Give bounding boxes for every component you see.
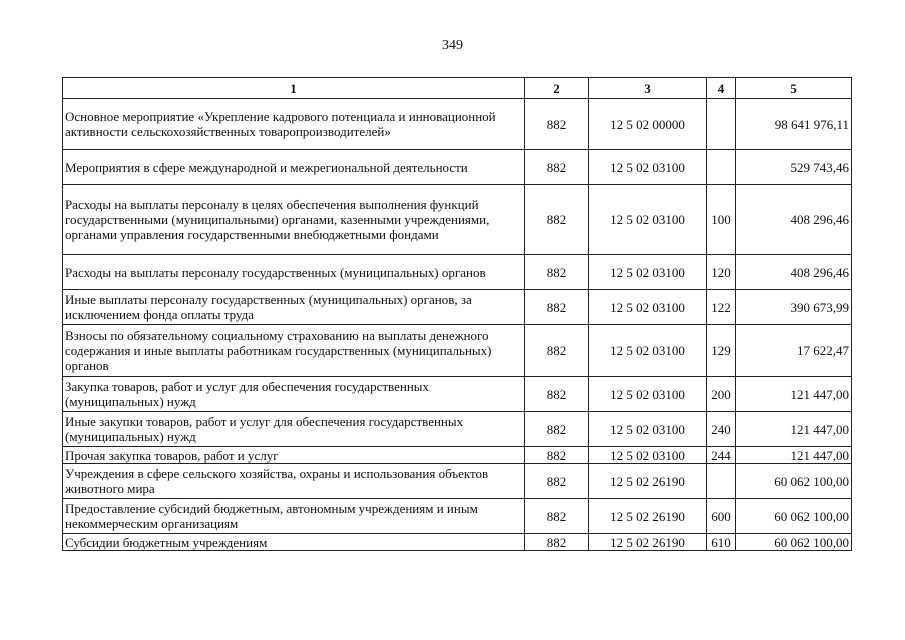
header-col-5: 5	[736, 78, 852, 99]
header-col-1: 1	[63, 78, 525, 99]
target-article-cell: 12 5 02 03100	[589, 447, 707, 464]
ministry-code-cell: 882	[525, 499, 589, 534]
ministry-code-cell: 882	[525, 412, 589, 447]
table-row	[63, 99, 852, 150]
expense-type-cell: 200	[707, 377, 736, 412]
expense-name-cell: Прочая закупка товаров, работ и услуг	[63, 447, 525, 464]
expense-name-cell: Мероприятия в сфере международной и межрегиональной деятельности	[63, 150, 525, 185]
expense-name-cell: Закупка товаров, работ и услуг для обеспечения государственных (муниципальных) нужд	[63, 377, 525, 412]
ministry-code-cell: 882	[525, 185, 589, 255]
amount-cell: 17 622,47	[736, 325, 852, 377]
expense-name-cell: Взносы по обязательному социальному страхованию на выплаты денежного содержания и иные выплаты работникам государственных (муниципальных) органов	[63, 325, 525, 377]
table-row	[63, 377, 852, 412]
amount-cell: 408 296,46	[736, 185, 852, 255]
expense-type-cell: 120	[707, 255, 736, 290]
ministry-code-cell: 882	[525, 534, 589, 551]
target-article-cell: 12 5 02 03100	[589, 150, 707, 185]
target-article-cell: 12 5 02 03100	[589, 325, 707, 377]
amount-cell: 408 296,46	[736, 255, 852, 290]
expense-name-cell: Расходы на выплаты персоналу государственных (муниципальных) органов	[63, 255, 525, 290]
expense-type-cell: 610	[707, 534, 736, 551]
target-article-cell: 12 5 02 03100	[589, 255, 707, 290]
budget-table	[62, 77, 852, 551]
expense-type-cell: 600	[707, 499, 736, 534]
amount-cell: 60 062 100,00	[736, 464, 852, 499]
expense-type-cell: 240	[707, 412, 736, 447]
expense-type-cell	[707, 99, 736, 150]
header-col-4: 4	[707, 78, 736, 99]
header-col-2: 2	[525, 78, 589, 99]
target-article-cell: 12 5 02 03100	[589, 290, 707, 325]
expense-type-cell: 129	[707, 325, 736, 377]
target-article-cell: 12 5 02 03100	[589, 377, 707, 412]
expense-name-cell: Предоставление субсидий бюджетным, автономным учреждениям и иным некоммерческим организациям	[63, 499, 525, 534]
expense-name-cell: Расходы на выплаты персоналу в целях обеспечения выполнения функций государственными (муниципальными) органами, казенными учреждениями, органами управления государственными внебюджетными фондами	[63, 185, 525, 255]
expense-name-cell: Субсидии бюджетным учреждениям	[63, 534, 525, 551]
ministry-code-cell: 882	[525, 290, 589, 325]
ministry-code-cell: 882	[525, 447, 589, 464]
table-row	[63, 325, 852, 377]
expense-name-cell: Иные закупки товаров, работ и услуг для обеспечения государственных (муниципальных) нужд	[63, 412, 525, 447]
header-col-3: 3	[589, 78, 707, 99]
table-body	[63, 99, 852, 551]
table-row	[63, 150, 852, 185]
amount-cell: 60 062 100,00	[736, 499, 852, 534]
table-row	[63, 464, 852, 499]
table-row	[63, 255, 852, 290]
table-row	[63, 185, 852, 255]
amount-cell: 390 673,99	[736, 290, 852, 325]
ministry-code-cell: 882	[525, 325, 589, 377]
table-row	[63, 499, 852, 534]
ministry-code-cell: 882	[525, 377, 589, 412]
expense-type-cell	[707, 150, 736, 185]
header-row	[63, 78, 852, 99]
table-row	[63, 290, 852, 325]
target-article-cell: 12 5 02 00000	[589, 99, 707, 150]
expense-type-cell: 122	[707, 290, 736, 325]
amount-cell: 121 447,00	[736, 377, 852, 412]
ministry-code-cell: 882	[525, 255, 589, 290]
target-article-cell: 12 5 02 03100	[589, 412, 707, 447]
amount-cell: 121 447,00	[736, 447, 852, 464]
target-article-cell: 12 5 02 26190	[589, 534, 707, 551]
table-row	[63, 412, 852, 447]
amount-cell: 529 743,46	[736, 150, 852, 185]
page-number: 349	[442, 38, 463, 53]
amount-cell: 121 447,00	[736, 412, 852, 447]
expense-name-cell: Учреждения в сфере сельского хозяйства, охраны и использования объектов животного мира	[63, 464, 525, 499]
ministry-code-cell: 882	[525, 464, 589, 499]
expense-type-cell: 244	[707, 447, 736, 464]
table-row	[63, 534, 852, 551]
expense-name-cell: Основное мероприятие «Укрепление кадрового потенциала и инновационной активности сельскохозяйственных товаропроизводителей»	[63, 99, 525, 150]
target-article-cell: 12 5 02 26190	[589, 499, 707, 534]
table-row	[63, 447, 852, 464]
expense-type-cell: 100	[707, 185, 736, 255]
expense-type-cell	[707, 464, 736, 499]
amount-cell: 60 062 100,00	[736, 534, 852, 551]
amount-cell: 98 641 976,11	[736, 99, 852, 150]
ministry-code-cell: 882	[525, 99, 589, 150]
expense-name-cell: Иные выплаты персоналу государственных (муниципальных) органов, за исключением фонда оплаты труда	[63, 290, 525, 325]
ministry-code-cell: 882	[525, 150, 589, 185]
target-article-cell: 12 5 02 03100	[589, 185, 707, 255]
target-article-cell: 12 5 02 26190	[589, 464, 707, 499]
